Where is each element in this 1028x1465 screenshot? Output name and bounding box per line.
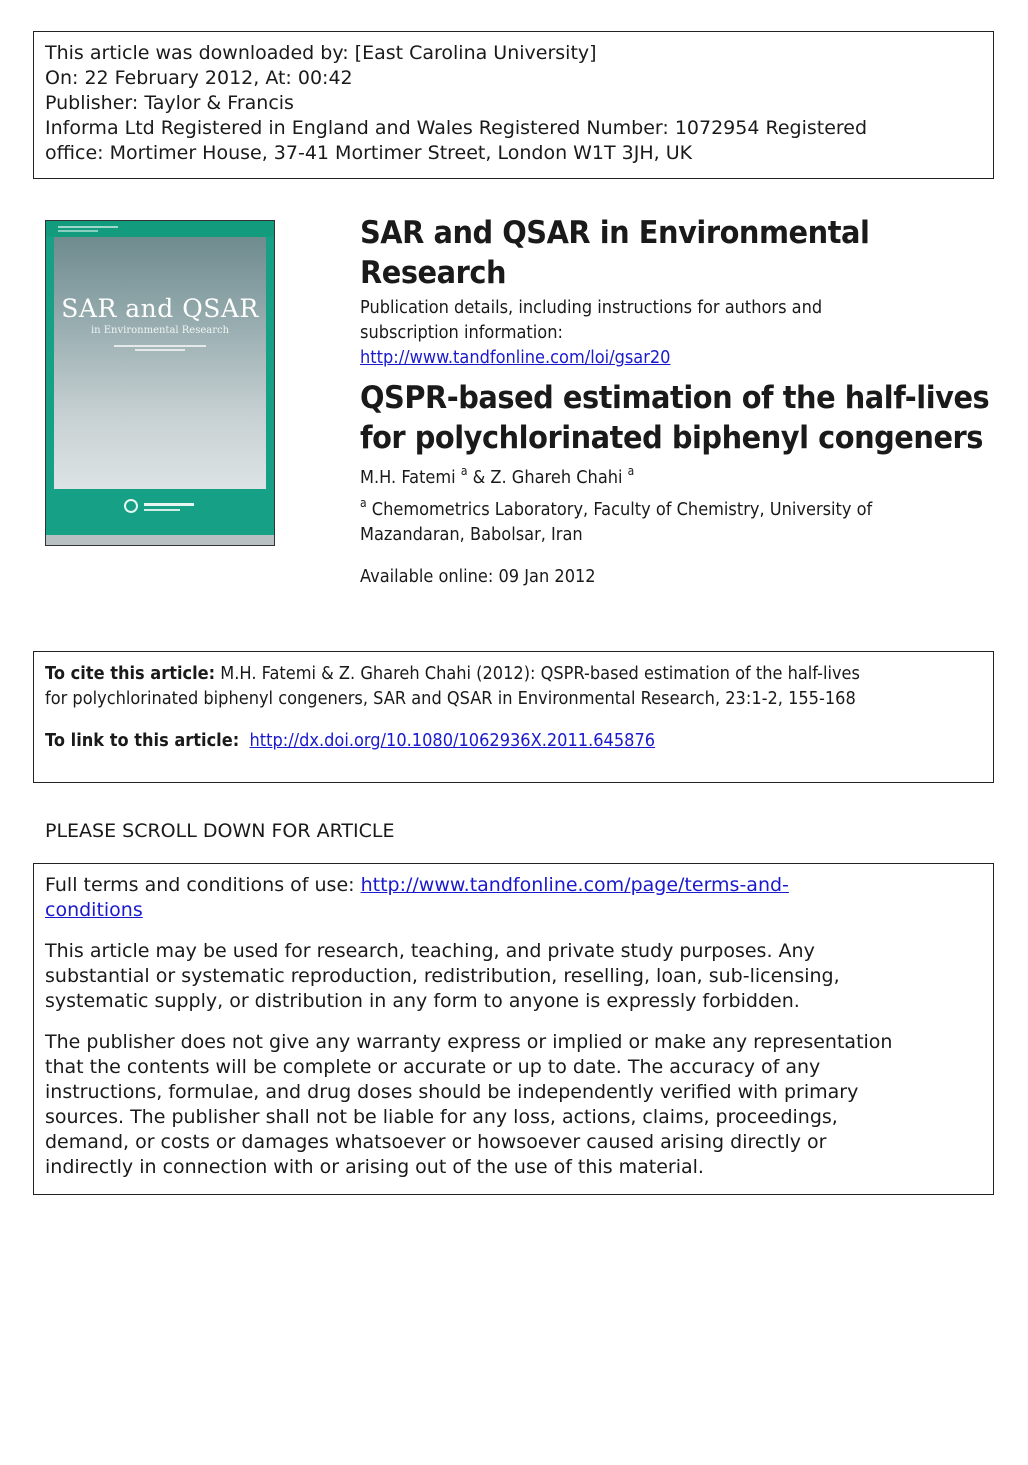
doi-link[interactable]: http://dx.doi.org/10.1080/1062936X.2011.645876	[249, 730, 656, 751]
registration-line: Informa Ltd Registered in England and Wales Registered Number: 1072954 Registered	[45, 117, 868, 139]
cover-top-strip	[46, 221, 274, 237]
affiliation-marker: a	[360, 496, 367, 510]
terms-label: Full terms and conditions of use:	[45, 874, 361, 896]
affiliation: $^a$ Chemometrics Laboratory, Faculty of Chemistry, University of Mazandaran, Babolsar, Iran	[360, 496, 873, 545]
office-line: office: Mortimer House, 37-41 Mortimer Street, London W1T 3JH, UK	[45, 142, 693, 164]
disclaimer-paragraph: The publisher does not give any warranty express or implied or make any representation that the contents will be complete or accurate or up to date. The accuracy of any instructions, formulae, and drug doses should be independently verified with primary sources. The publisher shall not be liable for any loss, actions, claims, proceedings, demand, or costs or damages whatsoever or howsoever caused arising directly or indirectly in connection with or arising out of the use of this material.	[45, 1031, 893, 1178]
download-info-box	[33, 31, 994, 179]
journal-info	[360, 213, 990, 589]
publisher-logo-icon	[124, 499, 196, 515]
affiliation-marker: a	[627, 464, 635, 478]
journal-url-link[interactable]: http://www.tandfonline.com/loi/gsar20	[360, 347, 671, 368]
cover-editor-lines	[114, 343, 206, 355]
link-label: To link to this article:	[45, 730, 240, 751]
terms-url-link-continued[interactable]: conditions	[45, 899, 143, 921]
cover-subtitle: in Environmental Research	[90, 325, 230, 336]
download-line: This article was downloaded by: [East Carolina University]	[45, 42, 597, 64]
cover-panel	[54, 237, 266, 489]
available-online-date: Available online: 09 Jan 2012	[360, 566, 596, 587]
publication-details: Publication details, including instructions for authors and subscription information: http://www.tandfonline.com/loi/gsar20	[360, 297, 823, 368]
citation-box	[33, 651, 994, 783]
cover-frame	[46, 221, 274, 535]
cover-title: SAR and QSAR	[61, 294, 259, 323]
terms-url-link[interactable]: http://www.tandfonline.com/page/terms-and-	[360, 874, 789, 896]
affiliation-marker: a	[460, 464, 468, 478]
download-date-line: On: 22 February 2012, At: 00:42	[45, 67, 353, 89]
journal-cover-image	[45, 220, 275, 546]
terms-box	[33, 863, 994, 1195]
author-name: M.H. Fatemi	[360, 467, 456, 488]
usage-paragraph: This article may be used for research, teaching, and private study purposes. Any substantial or systematic reproduction, redistribution, reselling, loan, sub-licensing, systematic supply, or distribution in any form to anyone is expressly forbidden.	[45, 940, 840, 1012]
publisher-line: Publisher: Taylor & Francis	[45, 92, 294, 114]
author-name: Z. Ghareh Chahi	[490, 467, 623, 488]
authors: M.H. Fatemi $^a$ & Z. Ghareh Chahi $^a$	[360, 464, 635, 488]
citation-text: M.H. Fatemi & Z. Ghareh Chahi (2012): QSPR-based estimation of the half-lives	[215, 663, 860, 684]
citation-text: for polychlorinated biphenyl congeners, SAR and QSAR in Environmental Research, 23:1-2, 155-168	[45, 688, 856, 709]
cite-label: To cite this article:	[45, 663, 216, 684]
scroll-down-notice: PLEASE SCROLL DOWN FOR ARTICLE	[45, 820, 395, 842]
article-title: QSPR-based estimation of the half-lives for polychlorinated biphenyl congeners	[360, 380, 990, 456]
journal-title: SAR and QSAR in Environmental Research	[360, 215, 870, 291]
